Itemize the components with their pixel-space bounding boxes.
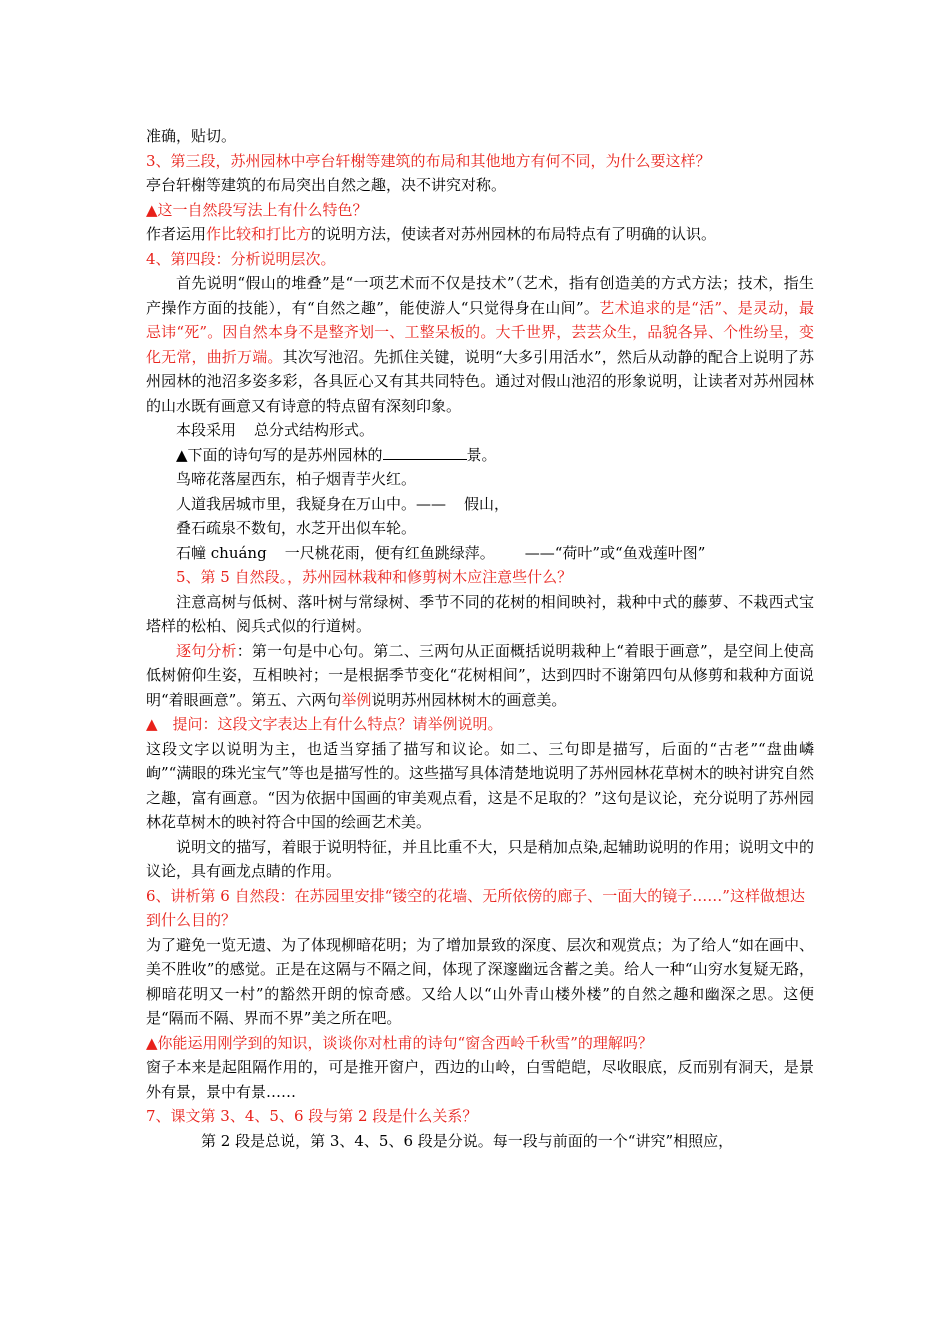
answer-blank (383, 445, 467, 460)
poem-question (146, 443, 814, 468)
answer-3b-text-2: 的说明方法，使读者对苏州园林的布局特点有了明确的认识。 (311, 225, 717, 243)
answer-3b (146, 222, 814, 247)
question-7: 7、课文第 3、4、5、6 段与第 2 段是什么关系？ (146, 1107, 478, 1125)
answer-6: 为了避免一览无遗、为了体现柳暗花明；为了增加景致的深度、层次和观赏点；为了给人“如在画中、美不胜收”的感觉。正是在这隔与不隔之间，体现了深邃幽远含蓄之美。给人一种“山穷水复疑无路，柳暗花明又一村”的豁然开朗的惊奇感。又给人以“山外青山楼外楼”的自然之趣和幽深之思。这便是“隔而不隔、界而不界”美之所在吧。 (146, 935, 814, 1027)
poem-line-2a: 人道我居城市里，我疑身在万山中。—— (176, 494, 447, 513)
question-4: 4、第四段：分析说明层次。 (146, 249, 336, 268)
question-5: 5、第 5 自然段。，苏州园林栽种和修剪树木应注意些什么？ (176, 568, 573, 586)
poem-line-2b: 假山， (464, 494, 510, 513)
answer-5: 注意高树与低树、落叶树与常绿树、季节不同的花树的相间映衬，栽种中式的藤萝、不栽西式宝塔样的松柏、阅兵式似的行道树。 (146, 592, 814, 635)
answer-3b-highlight: 作比较和打比方 (206, 225, 312, 243)
poem-line-4 (146, 541, 814, 566)
paragraph-4-text-2: 其次写池沼。先抓住关键，说明“大多引用活水”，然后从动静的配合上说明了苏州园林的池沼多姿多彩，各具匠心又有其共同特色。通过对假山池沼的形象说明，让读者对苏州园林的山水既有画意又有诗意的特点留有深刻印象。 (146, 347, 814, 415)
analysis-5-text: ：第一句是中心句。第二、三两句从正面概括说明栽种上“着眼于画意”，是空间上使高低树俯仰生姿，互相映衬；一是根据季节变化“花树相间”，达到四时不谢第四句从修剪和栽种方面说明“着眼画意”。第五、六两句 (146, 641, 814, 709)
poem-line-2 (146, 492, 814, 517)
answer-5c: 说明文的描写，着眼于说明特征，并且比重不大，只是稍加点染,起辅助说明的作用；说明文中的议论，具有画龙点睛的作用。 (146, 837, 814, 880)
poem-line-4c: ——“荷叶”或“鱼戏莲叶图” (524, 543, 706, 562)
analysis-5 (146, 639, 814, 713)
poem-line-3: 叠石疏泉不数旬，水芝开出似车轮。 (176, 519, 417, 537)
structure-note-a: 本段采用 (176, 421, 237, 439)
paragraph-4 (146, 271, 814, 418)
question-3: 3、第三段，苏州园林中亭台轩榭等建筑的布局和其他地方有何不同，为什么要这样？ (146, 151, 711, 170)
answer-6b: 窗子本来是起阻隔作用的，可是推开窗户，西边的山岭，白雪皑皑，尽收眼底，反而别有洞天，是景外有景，景中有景…… (146, 1058, 814, 1101)
answer-5b: 这段文字以说明为主，也适当穿插了描写和议论。如二、三句即是描写，后面的“古老”“盘曲嶙峋”“满眼的珠光宝气”等也是描写性的。这些描写具体清楚地说明了苏州园林花草树木的映衬讲究自然之趣，富有画意。“因为依据中国画的审美观点看，这是不足取的？”这句是议论，充分说明了苏州园林花草树木的映衬符合中国的绘画艺术美。 (146, 739, 815, 831)
answer-3: 亭台轩榭等建筑的布局突出自然之趣，决不讲究对称。 (146, 176, 507, 194)
structure-note-b: 总分式结构形式。 (254, 421, 375, 439)
answer-3b-text: 作者运用 (146, 225, 207, 243)
poem-question-a: ▲下面的诗句写的是苏州园林的 (176, 445, 383, 464)
question-6: 6、讲析第 6 自然段：在苏园里安排“镂空的花墙、无所依傍的廊子、一面大的镜子……”这样做想达到什么目的？ (146, 886, 805, 929)
answer-7: 第 2 段是总说，第 3、4、5、6 段是分说。每一段与前面的一个“讲究”相照应， (201, 1131, 734, 1150)
question-6b: ▲你能运用刚学到的知识，谈谈你对杜甫的诗句“窗含西岭千秋雪”的理解吗？ (146, 1033, 653, 1052)
question-3b: ▲这一自然段写法上有什么特色？ (146, 200, 368, 219)
document-page (146, 124, 814, 1153)
poem-line-4b: 一尺桃花雨，便有红鱼跳绿萍。 (284, 543, 495, 562)
analysis-5-highlight: 举例 (341, 690, 372, 709)
structure-note (146, 418, 814, 443)
question-5b: ▲ 提问：这段文字表达上有什么特点？请举例说明。 (146, 715, 503, 733)
analysis-5-text-2: 说明苏州园林树木的画意美。 (371, 690, 567, 709)
paragraph-4-highlight: 艺术追求的是“活”、是灵动，最忌讳“死”。因自然本身不是整齐划一、工整呆板的。大千世界，芸芸众生，品貌各异、个性纷呈，变化无常，曲折万端。 (146, 298, 814, 366)
poem-question-b: 景。 (466, 445, 497, 464)
paragraph-4-text: 首先说明“假山的堆叠”是“一项艺术而不仅是技术”（艺术，指有创造美的方式方法；技术，指生产操作方面的技能），有“自然之趣”，能使游人“只觉得身在山间”。 (146, 274, 814, 317)
poem-line-1: 鸟啼花落屋西东，柏子烟青芋火红。 (176, 470, 417, 488)
analysis-5-label: 逐句分析 (176, 641, 237, 660)
poem-line-4a: 石幢 chuáng (176, 543, 267, 562)
text-line: 准确，贴切。 (146, 127, 237, 145)
